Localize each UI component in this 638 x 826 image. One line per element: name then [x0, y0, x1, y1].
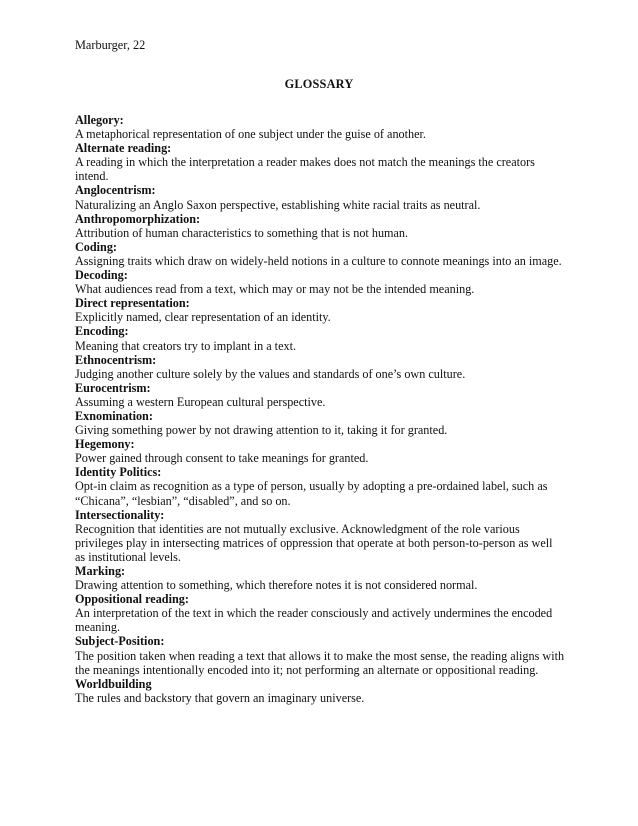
glossary-definition: Drawing attention to something, which therefore notes it is not considered normal. [75, 578, 478, 593]
glossary-definition: A reading in which the interpretation a reader makes does not match the meanings the creators intend. [75, 155, 535, 184]
glossary-definition: Explicitly named, clear representation of an identity. [75, 310, 331, 325]
glossary-entry-direct-representation [75, 296, 565, 324]
glossary-entry-encoding [75, 324, 565, 352]
glossary-entry-worldbuilding [75, 677, 565, 705]
glossary-term: Direct representation: [75, 296, 190, 311]
glossary-definition: What audiences read from a text, which may or may not be the intended meaning. [75, 282, 475, 297]
glossary-definition: Attribution of human characteristics to something that is not human. [75, 225, 409, 240]
glossary-definition: Giving something power by not drawing attention to it, taking it for granted. [75, 423, 448, 438]
glossary-entry-anglocentrism [75, 183, 565, 211]
glossary-entry-subject-position [75, 634, 565, 676]
glossary-term: Decoding: [75, 268, 128, 283]
glossary-definition: Opt-in claim as recognition as a type of person, usually by adopting a pre-ordained label, such as “Chicana”, “lesbian”, “disabled”, and so on. [75, 479, 548, 508]
glossary-term: Coding: [75, 239, 117, 254]
glossary-definition: Power gained through consent to take meanings for granted. [75, 451, 369, 466]
glossary-entry-eurocentrism [75, 381, 565, 409]
glossary-entry-exnomination [75, 409, 565, 437]
glossary-definition: Meaning that creators try to implant in a text. [75, 338, 297, 353]
glossary-term: Identity Politics: [75, 465, 162, 480]
glossary-term: Oppositional reading: [75, 592, 189, 607]
running-head: Marburger, 22 [75, 38, 146, 52]
glossary-entry-allegory [75, 113, 565, 141]
glossary-term: Intersectionality: [75, 507, 165, 522]
glossary-entry-decoding [75, 268, 565, 296]
glossary-term: Encoding: [75, 324, 129, 339]
glossary-definition: The position taken when reading a text that allows it to make the most sense, the reading aligns with the meanings intentionally encoded into it; not performing an alternate or oppositional reading. [75, 648, 565, 677]
glossary-term: Subject-Position: [75, 634, 165, 649]
glossary-list [75, 113, 565, 705]
glossary-entry-identity-politics [75, 465, 565, 507]
glossary-term: Anthropomorphization: [75, 211, 201, 226]
glossary-term: Exnomination: [75, 408, 153, 423]
glossary-definition: Assuming a western European cultural perspective. [75, 394, 326, 409]
glossary-entry-anthropomorphization [75, 212, 565, 240]
glossary-definition: The rules and backstory that govern an imaginary universe. [75, 690, 365, 705]
glossary-term: Allegory: [75, 113, 124, 127]
glossary-definition: An interpretation of the text in which the reader consciously and actively undermines the encoded meaning. [75, 606, 553, 635]
glossary-term: Anglocentrism: [75, 183, 156, 198]
glossary-entry-coding [75, 240, 565, 268]
glossary-entry-hegemony [75, 437, 565, 465]
glossary-entry-intersectionality [75, 508, 565, 564]
glossary-entry-oppositional-reading [75, 592, 565, 634]
glossary-entry-ethnocentrism [75, 353, 565, 381]
glossary-term: Hegemony: [75, 437, 135, 452]
glossary-term: Eurocentrism: [75, 380, 151, 395]
glossary-definition: Recognition that identities are not mutually exclusive. Acknowledgment of the role various privileges play in intersecting matrices of oppression that operate at both person-to-person as well as institutional levels. [75, 521, 553, 564]
glossary-term: Worldbuilding [75, 676, 152, 691]
glossary-definition: Assigning traits which draw on widely-held notions in a culture to connote meanings into an image. [75, 253, 562, 268]
glossary-term: Alternate reading: [75, 141, 172, 156]
glossary-definition: Judging another culture solely by the values and standards of one’s own culture. [75, 366, 466, 381]
glossary-term: Ethnocentrism: [75, 352, 157, 367]
glossary-definition: Naturalizing an Anglo Saxon perspective, establishing white racial traits as neutral. [75, 197, 481, 212]
page-title: GLOSSARY [284, 77, 354, 91]
glossary-definition: A metaphorical representation of one subject under the guise of another. [75, 127, 426, 142]
glossary-entry-marking [75, 564, 565, 592]
glossary-entry-alternate-reading [75, 141, 565, 183]
glossary-term: Marking: [75, 564, 126, 578]
